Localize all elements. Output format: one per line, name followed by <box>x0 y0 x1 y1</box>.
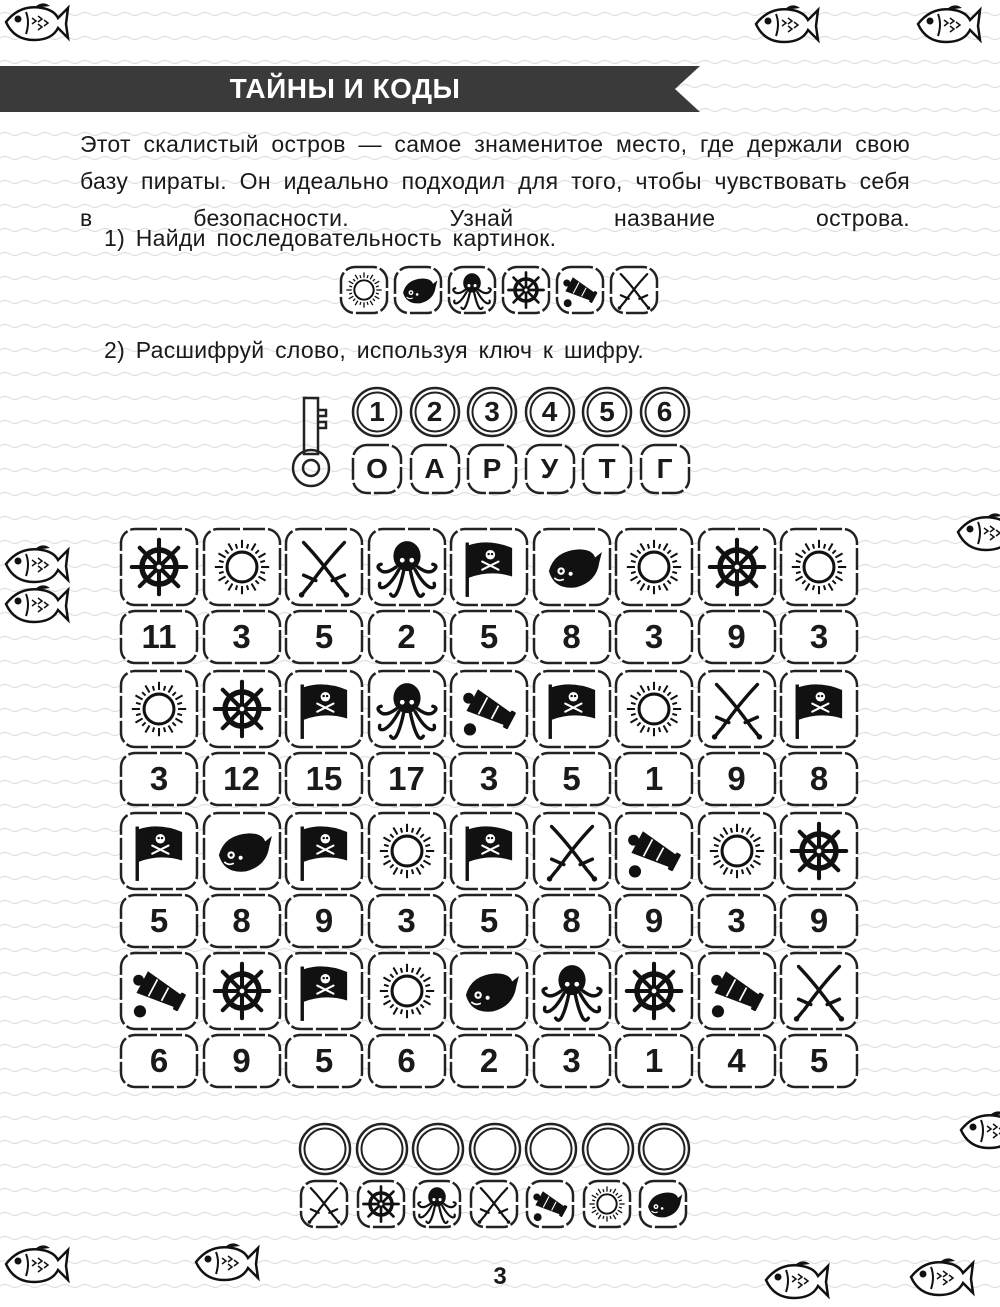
grid-number-cell-text: 9 <box>644 902 664 939</box>
grid-number-cell <box>283 608 365 666</box>
cannon-icon <box>696 950 778 1032</box>
crossed-swords-icon <box>696 668 778 750</box>
pirate-flag-icon <box>283 810 365 892</box>
grid-number-cell <box>283 750 365 808</box>
grid-number-cell <box>366 892 448 950</box>
grid-number-cell <box>283 892 365 950</box>
grid-number-cell-text: 3 <box>562 1042 581 1079</box>
grid-number-cell <box>201 608 283 666</box>
grid-number-cell <box>696 608 778 666</box>
fish-decoration-icon <box>952 510 1000 559</box>
grid-number-cell-text: 8 <box>562 902 581 939</box>
grid-number-cell-text: 9 <box>809 902 829 939</box>
octopus-icon <box>366 526 448 608</box>
cannon-icon <box>613 810 695 892</box>
sun-icon <box>613 668 695 750</box>
sun-icon <box>201 526 283 608</box>
cannon-icon <box>448 668 530 750</box>
crossed-swords-icon <box>283 526 365 608</box>
octopus-icon <box>531 950 613 1032</box>
grid-number-cell-text: 12 <box>223 760 260 797</box>
cipher-letter <box>523 442 577 496</box>
crossed-swords-icon <box>468 1178 520 1230</box>
fish-icon <box>392 264 444 316</box>
grid-number-cell <box>366 1032 448 1090</box>
grid-number-cell <box>778 750 860 808</box>
fish-decoration-icon <box>0 1242 70 1291</box>
grid-number-cell <box>613 1032 695 1090</box>
cipher-number: 6 <box>656 396 673 427</box>
cipher-letter-text: Т <box>598 453 616 484</box>
answer-letter-input[interactable] <box>411 1122 465 1181</box>
page-title: ТАЙНЫ И КОДЫ <box>229 73 461 104</box>
cipher-number-circle <box>581 386 633 438</box>
fish-decoration-icon <box>190 1240 260 1289</box>
grid-number-cell-text: 3 <box>479 760 499 797</box>
ship-wheel-icon <box>118 526 200 608</box>
answer-letter-input[interactable] <box>468 1122 522 1181</box>
intro-text: Этот скалистый остров — самое знаменитое место, где держали свою базу пираты. Он идеально подходил для того, чтобы чувствовать себя в безопасности. Узнай название острова. <box>80 131 910 231</box>
cipher-letter <box>350 442 404 496</box>
fish-decoration-icon <box>912 2 982 51</box>
answer-letter-input[interactable] <box>298 1122 352 1181</box>
cannon-icon <box>524 1178 576 1230</box>
step-1-text: 1) Найди последовательность картинок. <box>104 225 557 251</box>
sun-icon <box>696 810 778 892</box>
ship-wheel-icon <box>201 950 283 1032</box>
answer-letter-input[interactable] <box>581 1122 635 1181</box>
octopus-icon <box>366 668 448 750</box>
cipher-letter-text: А <box>424 453 445 484</box>
sun-icon <box>581 1178 633 1230</box>
ship-wheel-icon <box>696 526 778 608</box>
ship-wheel-icon <box>201 668 283 750</box>
pirate-flag-icon <box>448 810 530 892</box>
grid-number-cell-text: 5 <box>479 902 499 939</box>
grid-number-cell-text: 9 <box>314 902 334 939</box>
grid-number-cell <box>613 750 695 808</box>
answer-letter-input[interactable] <box>355 1122 409 1181</box>
grid-number-cell-text: 4 <box>727 1042 746 1079</box>
grid-number-cell-text: 9 <box>232 1042 251 1079</box>
grid-number-cell <box>531 608 613 666</box>
pirate-flag-icon <box>778 668 860 750</box>
fish-decoration-icon <box>0 582 70 631</box>
fish-decoration-icon <box>955 1108 1000 1157</box>
cipher-letter <box>638 442 692 496</box>
grid-number-cell <box>201 1032 283 1090</box>
ship-wheel-icon <box>778 810 860 892</box>
grid-number-cell <box>778 892 860 950</box>
cipher-number: 3 <box>484 396 500 427</box>
grid-number-cell-text: 1 <box>644 760 664 797</box>
grid-number-cell-text: 3 <box>232 618 251 655</box>
grid-number-cell-text: 8 <box>232 902 251 939</box>
crossed-swords-icon <box>298 1178 350 1230</box>
cipher-number-circle <box>466 386 518 438</box>
answer-letter-input[interactable] <box>524 1122 578 1181</box>
cipher-letter-text: У <box>540 453 559 484</box>
crossed-swords-icon <box>531 810 613 892</box>
cipher-number: 2 <box>426 396 443 427</box>
cannon-icon <box>554 264 606 316</box>
pirate-flag-icon <box>531 668 613 750</box>
grid-number-cell <box>283 1032 365 1090</box>
grid-number-cell <box>613 892 695 950</box>
octopus-icon <box>411 1178 463 1230</box>
grid-number-cell <box>448 608 530 666</box>
grid-number-cell <box>778 1032 860 1090</box>
grid-number-cell-text: 9 <box>727 760 746 797</box>
cipher-letter-text: Г <box>656 453 673 484</box>
ship-wheel-icon <box>355 1178 407 1230</box>
grid-number-cell <box>448 750 530 808</box>
cannon-icon <box>118 950 200 1032</box>
step-2-text: 2) Расшифруй слово, используя ключ к шифру. <box>104 337 645 363</box>
fish-decoration-icon <box>905 1255 975 1304</box>
grid-number-cell <box>366 608 448 666</box>
grid-number-cell <box>778 608 860 666</box>
fish-icon <box>531 526 613 608</box>
sun-icon <box>778 526 860 608</box>
grid-number-cell <box>531 1032 613 1090</box>
grid-number-cell-text: 5 <box>809 1042 829 1079</box>
grid-number-cell-text: 5 <box>562 760 581 797</box>
cipher-letter <box>408 442 462 496</box>
grid-number-cell-text: 5 <box>314 1042 334 1079</box>
grid-number-cell <box>201 750 283 808</box>
sun-icon <box>366 950 448 1032</box>
cipher-number: 1 <box>369 396 385 427</box>
grid-number-cell-text: 8 <box>809 760 829 797</box>
cipher-letter <box>465 442 519 496</box>
cipher-number-circle <box>639 386 691 438</box>
grid-number-cell <box>696 750 778 808</box>
grid-number-cell-text: 3 <box>397 902 416 939</box>
pirate-flag-icon <box>118 810 200 892</box>
cipher-number: 4 <box>541 396 558 427</box>
grid-number-cell-text: 5 <box>479 618 499 655</box>
grid-number-cell-text: 5 <box>314 618 334 655</box>
fish-icon <box>637 1178 689 1230</box>
crossed-swords-icon <box>608 264 660 316</box>
fish-decoration-icon <box>760 1258 830 1307</box>
key-icon <box>284 396 340 495</box>
ship-wheel-icon <box>500 264 552 316</box>
grid-number-cell-text: 5 <box>149 902 169 939</box>
grid-number-cell <box>696 1032 778 1090</box>
grid-number-cell-text: 3 <box>809 618 829 655</box>
grid-number-cell <box>118 750 200 808</box>
grid-number-cell <box>201 892 283 950</box>
sun-icon <box>366 810 448 892</box>
octopus-icon <box>446 264 498 316</box>
grid-number-cell-text: 8 <box>562 618 581 655</box>
cipher-number: 5 <box>599 396 615 427</box>
grid-number-cell-text: 6 <box>149 1042 169 1079</box>
grid-number-cell-text: 2 <box>397 618 416 655</box>
grid-number-cell <box>448 1032 530 1090</box>
grid-number-cell-text: 1 <box>644 1042 664 1079</box>
grid-number-cell <box>531 750 613 808</box>
grid-number-cell <box>448 892 530 950</box>
grid-number-cell-text: 17 <box>388 760 425 797</box>
sun-icon <box>118 668 200 750</box>
cipher-letter-text: Р <box>482 453 502 484</box>
fish-icon <box>201 810 283 892</box>
ship-wheel-icon <box>613 950 695 1032</box>
cipher-number-circle <box>409 386 461 438</box>
grid-number-cell <box>118 608 200 666</box>
grid-number-cell-text: 9 <box>727 618 746 655</box>
grid-number-cell <box>531 892 613 950</box>
answer-letter-input[interactable] <box>637 1122 691 1181</box>
grid-number-cell <box>366 750 448 808</box>
crossed-swords-icon <box>778 950 860 1032</box>
fish-icon <box>448 950 530 1032</box>
grid-number-cell <box>118 892 200 950</box>
cipher-number-circle <box>524 386 576 438</box>
cipher-letter <box>580 442 634 496</box>
fish-decoration-icon <box>750 2 820 51</box>
title-banner <box>0 66 700 112</box>
grid-number-cell <box>118 1032 200 1090</box>
grid-number-cell-text: 6 <box>397 1042 416 1079</box>
grid-number-cell-text: 3 <box>644 618 664 655</box>
sun-icon <box>613 526 695 608</box>
grid-number-cell-text: 3 <box>149 760 169 797</box>
page-number: 3 <box>493 1263 507 1290</box>
cipher-number-circle <box>351 386 403 438</box>
sun-icon <box>338 264 390 316</box>
grid-number-cell <box>613 608 695 666</box>
grid-number-cell-text: 15 <box>305 760 343 797</box>
grid-number-cell-text: 11 <box>141 618 177 655</box>
fish-decoration-icon <box>0 0 70 49</box>
grid-number-cell-text: 3 <box>727 902 746 939</box>
grid-number-cell-text: 2 <box>479 1042 499 1079</box>
pirate-flag-icon <box>283 950 365 1032</box>
pirate-flag-icon <box>283 668 365 750</box>
pirate-flag-icon <box>448 526 530 608</box>
cipher-letter-text: О <box>366 453 388 484</box>
grid-number-cell <box>696 892 778 950</box>
